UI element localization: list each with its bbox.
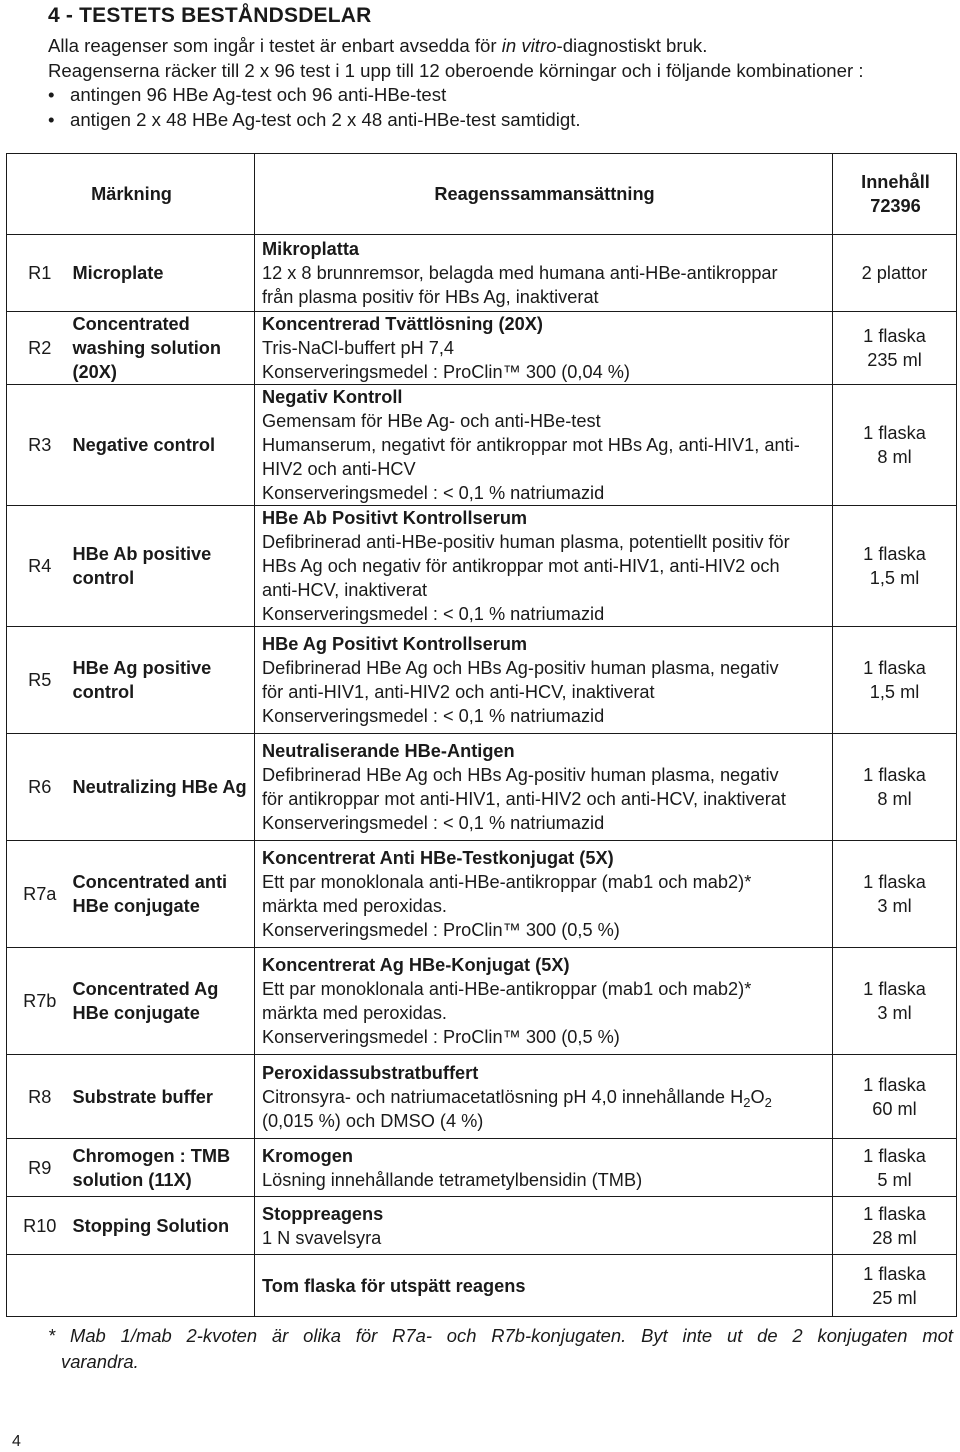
composition-line: Konserveringsmedel : ProClin™ 300 (0,5 %)	[262, 920, 620, 940]
table-row	[7, 235, 957, 312]
reagent-content	[833, 734, 957, 841]
footnote-line-1: * Mab 1/mab 2-kvoten är olika för R7a- och R7b-konjugaten. Byt inte ut de 2 konjugaten mot	[48, 1325, 953, 1346]
reagent-composition	[255, 734, 833, 841]
reagent-label: Chromogen : TMB solution (11X)	[67, 1139, 255, 1197]
composition-title: Koncentrerad Tvättlösning (20X)	[262, 314, 543, 334]
content-line: 1 flaska	[863, 1263, 926, 1284]
reagent-composition	[255, 1139, 833, 1197]
reagent-code: R6	[7, 734, 67, 841]
content-line: 1 flaska	[863, 1074, 926, 1095]
intro-bullet-list	[48, 83, 953, 132]
reagent-content	[833, 506, 957, 627]
composition-line: Konserveringsmedel : < 0,1 % natriumazid	[262, 483, 605, 503]
reagent-label: Microplate	[67, 235, 255, 312]
composition-line: anti-HCV, inaktiverat	[262, 580, 428, 600]
footnote-line-2: varandra.	[61, 1351, 139, 1372]
content-line: 1 flaska	[863, 326, 926, 346]
reagent-content	[833, 385, 957, 506]
reagent-label: HBe Ab positive control	[67, 506, 255, 627]
intro-bullet: • antigen 2 x 48 HBe Ag-test och 2 x 48 anti-HBe-test samtidigt.	[48, 108, 953, 133]
composition-line: Humanserum, negativt för antikroppar mot HBs Ag, anti-HIV1, anti-	[262, 435, 800, 455]
composition-line: Defibrinerad anti-HBe-positiv human plasma, potentiellt positiv för	[262, 532, 790, 552]
table-row	[7, 506, 957, 627]
header-content	[833, 154, 957, 235]
composition-title: Peroxidassubstratbuffert	[262, 1062, 479, 1083]
intro-line-1-end: -diagnostiskt bruk.	[556, 35, 708, 56]
composition-title: Koncentrerat Ag HBe-Konjugat (5X)	[262, 955, 570, 975]
reagent-composition	[255, 948, 833, 1055]
reagent-code: R10	[7, 1197, 67, 1255]
composition-line: Tris-NaCl-buffert pH 7,4	[262, 338, 455, 358]
composition-line: Konserveringsmedel : < 0,1 % natriumazid	[262, 706, 605, 726]
formula-part: 2	[743, 1094, 751, 1110]
content-line: 1,5 ml	[869, 568, 920, 588]
intro-line-2: Reagenserna räcker till 2 x 96 test i 1 upp till 12 oberoende körningar och i följande kombinationer :	[48, 59, 864, 81]
content-line: 1,5 ml	[869, 682, 920, 702]
table-row	[7, 385, 957, 506]
composition-line: 12 x 8 brunnremsor, belagda med humana anti-HBe-antikroppar	[262, 263, 778, 283]
composition-title: HBe Ab Positivt Kontrollserum	[262, 508, 528, 528]
intro-bullet: • antingen 96 HBe Ag-test och 96 anti-HBe-test	[48, 83, 953, 108]
content-line: 2 plattor	[861, 263, 928, 283]
reagent-code: R5	[7, 627, 67, 734]
reagent-code: R4	[7, 506, 67, 627]
table-row	[7, 841, 957, 948]
content-line: 8 ml	[877, 447, 912, 467]
content-line: 1 flaska	[863, 1203, 926, 1224]
composition-title: Koncentrerat Anti HBe-Testkonjugat (5X)	[262, 848, 614, 868]
composition-line: Defibrinerad HBe Ag och HBs Ag-positiv human plasma, negativ	[262, 765, 779, 785]
content-line: 235 ml	[867, 350, 922, 370]
table-row	[7, 1055, 957, 1139]
intro-text	[48, 34, 953, 132]
reagent-code	[7, 1255, 67, 1317]
composition-line: Ett par monoklonala anti-HBe-antikroppar (mab1 och mab2)*	[262, 872, 752, 892]
reagent-composition	[255, 1255, 833, 1317]
content-line: 3 ml	[877, 896, 912, 916]
content-line: 1 flaska	[863, 872, 926, 892]
table-row	[7, 312, 957, 385]
table-row	[7, 1197, 957, 1255]
reagent-code: R7a	[7, 841, 67, 948]
composition-line: märkta med peroxidas.	[262, 1003, 447, 1023]
composition-title: Mikroplatta	[262, 239, 360, 259]
content-line: 28 ml	[872, 1227, 917, 1248]
reagent-content	[833, 627, 957, 734]
reagent-composition	[255, 506, 833, 627]
content-line: 25 ml	[872, 1287, 917, 1308]
reagent-content	[833, 1197, 957, 1255]
formula-part: Citronsyra- och natriumacetatlösning pH 4,0 innehållande H	[262, 1086, 744, 1107]
composition-title: Neutraliserande HBe-Antigen	[262, 741, 515, 761]
content-line: 5 ml	[877, 1169, 912, 1190]
reagent-composition	[255, 385, 833, 506]
footnote	[48, 1323, 953, 1375]
reagent-label: Stopping Solution	[67, 1197, 255, 1255]
content-line: 1 flaska	[863, 423, 926, 443]
composition-line: HIV2 och anti-HCV	[262, 459, 416, 479]
header-marking: Märkning	[7, 154, 255, 235]
table-header-row	[7, 154, 957, 235]
reagent-label: Concentrated Ag HBe conjugate	[67, 948, 255, 1055]
reagent-content	[833, 1055, 957, 1139]
composition-formula-line	[262, 1085, 826, 1109]
composition-line: Defibrinerad HBe Ag och HBs Ag-positiv human plasma, negativ	[262, 658, 779, 678]
reagent-code: R7b	[7, 948, 67, 1055]
reagent-code: R9	[7, 1139, 67, 1197]
reagent-label: Substrate buffer	[67, 1055, 255, 1139]
composition-line: från plasma positiv för HBs Ag, inaktiverat	[262, 287, 599, 307]
page-number: 4	[12, 1433, 21, 1450]
reagent-code: R3	[7, 385, 67, 506]
composition-title: Tom flaska för utspätt reagens	[262, 1275, 526, 1296]
intro-italic-term: in vitro	[501, 35, 557, 56]
composition-title: Stoppreagens	[262, 1203, 384, 1224]
composition-line: Konserveringsmedel : < 0,1 % natriumazid	[262, 604, 605, 624]
reagent-composition	[255, 235, 833, 312]
table-row	[7, 1139, 957, 1197]
reagent-code: R8	[7, 1055, 67, 1139]
composition-title: HBe Ag Positivt Kontrollserum	[262, 634, 528, 654]
content-line: 8 ml	[877, 789, 912, 809]
content-line: 3 ml	[877, 1003, 912, 1023]
table-row	[7, 1255, 957, 1317]
reagent-label: HBe Ag positive control	[67, 627, 255, 734]
composition-line: märkta med peroxidas.	[262, 896, 447, 916]
table-row	[7, 734, 957, 841]
composition-line: Ett par monoklonala anti-HBe-antikroppar (mab1 och mab2)*	[262, 979, 752, 999]
reagent-label: Negative control	[67, 385, 255, 506]
reagent-label: Neutralizing HBe Ag	[67, 734, 255, 841]
reagent-composition	[255, 312, 833, 385]
composition-line: 1 N svavelsyra	[262, 1227, 382, 1248]
reagent-content	[833, 841, 957, 948]
composition-title: Negativ Kontroll	[262, 387, 403, 407]
reagent-composition	[255, 1055, 833, 1139]
reagent-code: R1	[7, 235, 67, 312]
reagents-table	[6, 153, 957, 1317]
reagent-composition	[255, 627, 833, 734]
header-content-code: 72396	[870, 196, 921, 216]
reagent-content	[833, 948, 957, 1055]
formula-part: O	[750, 1086, 765, 1107]
content-line: 1 flaska	[863, 765, 926, 785]
content-line: 1 flaska	[863, 1145, 926, 1166]
content-line: 1 flaska	[863, 658, 926, 678]
composition-line: Konserveringsmedel : < 0,1 % natriumazid	[262, 813, 605, 833]
composition-line: för antikroppar mot anti-HIV1, anti-HIV2 och anti-HCV, inaktiverat	[262, 789, 786, 809]
formula-part: 2	[764, 1094, 772, 1110]
reagent-content	[833, 235, 957, 312]
reagent-code: R2	[7, 312, 67, 385]
reagent-composition	[255, 1197, 833, 1255]
composition-line: Lösning innehållande tetrametylbensidin (TMB)	[262, 1169, 643, 1190]
reagent-content	[833, 1139, 957, 1197]
reagent-composition	[255, 841, 833, 948]
header-composition: Reagenssammansättning	[255, 154, 833, 235]
intro-line-1	[48, 34, 953, 59]
table-body	[7, 235, 957, 1317]
header-content-label: Innehåll	[861, 172, 930, 192]
intro-line-1-start: Alla reagenser som ingår i testet är enbart avsedda för	[48, 35, 502, 56]
content-line: 1 flaska	[863, 979, 926, 999]
composition-line: (0,015 %) och DMSO (4 %)	[262, 1110, 484, 1131]
composition-line: Konserveringsmedel : ProClin™ 300 (0,04 %)	[262, 362, 630, 382]
table-row	[7, 948, 957, 1055]
reagent-label	[67, 1255, 255, 1317]
composition-line: Gemensam för HBe Ag- och anti-HBe-test	[262, 411, 601, 431]
composition-line: för anti-HIV1, anti-HIV2 och anti-HCV, inaktiverat	[262, 682, 655, 702]
reagent-content	[833, 312, 957, 385]
reagent-label: Concentrated anti HBe conjugate	[67, 841, 255, 948]
section-heading: 4 - TESTETS BESTÅNDSDELAR	[48, 4, 372, 27]
composition-title: Kromogen	[262, 1145, 353, 1166]
composition-line: HBs Ag och negativ för antikroppar mot anti-HIV1, anti-HIV2 och	[262, 556, 780, 576]
reagent-content	[833, 1255, 957, 1317]
content-line: 60 ml	[872, 1098, 917, 1119]
reagent-label: Concentrated washing solution (20X)	[67, 312, 255, 385]
composition-line: Konserveringsmedel : ProClin™ 300 (0,5 %)	[262, 1027, 620, 1047]
content-line: 1 flaska	[863, 544, 926, 564]
table-row	[7, 627, 957, 734]
